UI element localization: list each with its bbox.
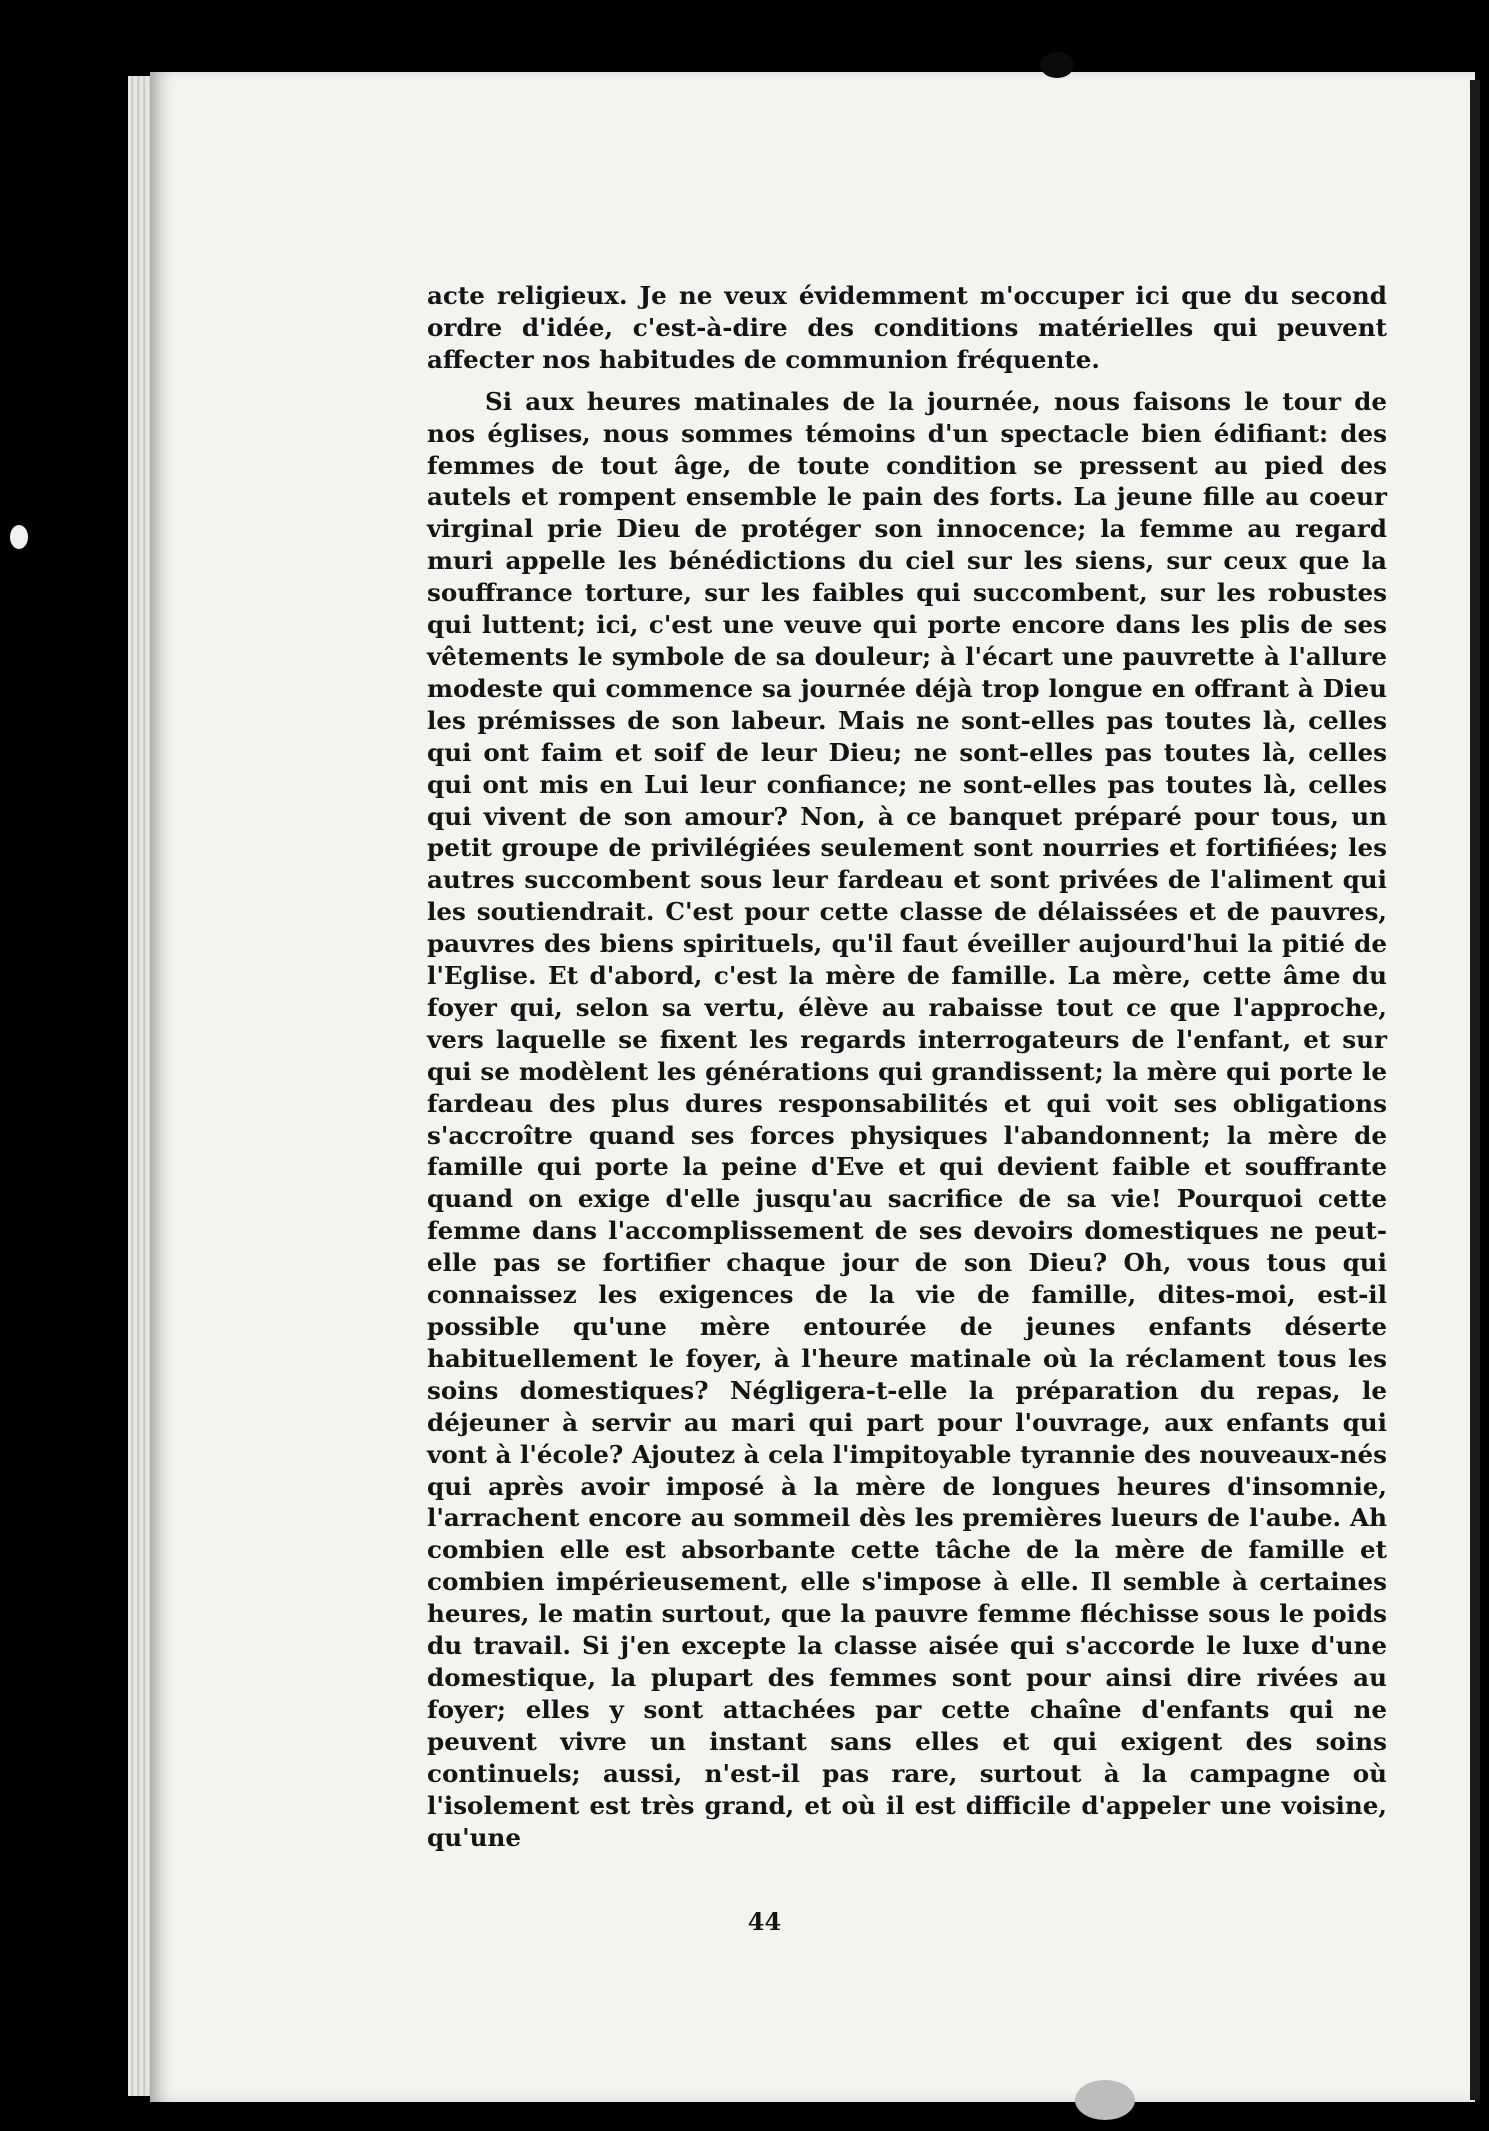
scan-speck: [10, 525, 28, 549]
scan-speck: [1040, 52, 1074, 78]
paragraph: Si aux heures matinales de la journée, nous faisons le tour de nos églises, nous sommes témoins d'un spectacle bien édifiant: des femmes de tout âge, de toute condition se pressent au pied des autels et rompent ensemble le pain des forts. La jeune fille au coeur virginal prie Dieu de protéger son innocence; la femme au regard muri appelle les bénédictions du ciel sur les siens, sur ceux que la souffrance torture, sur les faibles qui succombent, sur les robustes qui luttent; ici, c'est une veuve qui porte encore dans les plis de ses vêtements le symbole de sa douleur; à l'écart une pauvrette à l'allure modeste qui commence sa journée déjà trop longue en offrant à Dieu les prémisses de son labeur. Mais ne sont-elles pas toutes là, celles qui ont faim et soif de leur Dieu; ne sont-elles pas toutes là, celles qui ont mis en Lui leur confiance; ne sont-elles pas toutes là, celles qui vivent de son amour? Non, à ce banquet préparé pour tous, un petit groupe de privilégiées seulement sont nourries et fortifiées; les autres succombent sous leur fardeau et sont privées de l'aliment qui les soutiendrait. C'est pour cette classe de délaissées et de pauvres, pauvres des biens spirituels, qu'il faut éveiller aujourd'hui la pitié de l'Eglise. Et d'abord, c'est la mère de famille. La mère, cette âme du foyer qui, selon sa vertu, élève au rabaisse tout ce que l'approche, vers laquelle se fixent les regards interrogateurs de l'enfant, et sur qui se modèlent les générations qui grandissent; la mère qui porte le fardeau des plus dures responsabilités et qui voit ses obligations s'accroître quand ses forces physiques l'abandonnent; la mère de famille qui porte la peine d'Eve et qui devient faible et souffrante quand on exige d'elle jusqu'au sacrifice de sa vie! Pourquoi cette femme dans l'accomplissement de ses devoirs domestiques ne peut-elle pas se fortifier chaque jour de son Dieu? Oh, vous tous qui connaissez les exigences de la vie de famille, dites-moi, est-il possible qu'une mère entourée de jeunes enfants déserte habituellement le foyer, à l'heure matinale où la réclament tous les soins domestiques? Négligera-t-elle la préparation du repas, le déjeuner à servir au mari qui part pour l'ouvrage, aux enfants qui vont à l'école? Ajoutez à cela l'impitoyable tyrannie des nouveaux-nés qui après avoir imposé à la mère de longues heures d'insomnie, l'arrachent encore au sommeil dès les premières lueurs de l'aube. Ah combien elle est absorbante cette tâche de la mère de famille et combien impérieusement, elle s'impose à elle. Il semble à certaines heures, le matin surtout, que la pauvre femme fléchisse sous le poids du travail. Si j'en excepte la classe aisée qui s'accorde le luxe d'une domestique, la plupart des femmes sont pour ainsi dire rivées au foyer; elles y sont attachées par cette chaîne d'enfants qui ne peuvent vivre un instant sans elles et qui exigent des soins continuels; aussi, n'est-il pas rare, surtout à la campagne où l'isolement est très grand, et où il est difficile d'appeler une voisine, qu'une: [427, 386, 1387, 1852]
scan-speck: [1075, 2080, 1135, 2120]
page-right-edge: [1470, 80, 1480, 2100]
body-text: [427, 280, 1387, 1853]
page-number-row: [0, 1907, 1489, 1936]
paragraph: acte religieux. Je ne veux évidemment m'occuper ici que du second ordre d'idée, c'est-à-dire des conditions matérielles qui peuvent affecter nos habitudes de communion fréquente.: [427, 281, 1387, 374]
page-number: 44: [747, 1907, 782, 1936]
